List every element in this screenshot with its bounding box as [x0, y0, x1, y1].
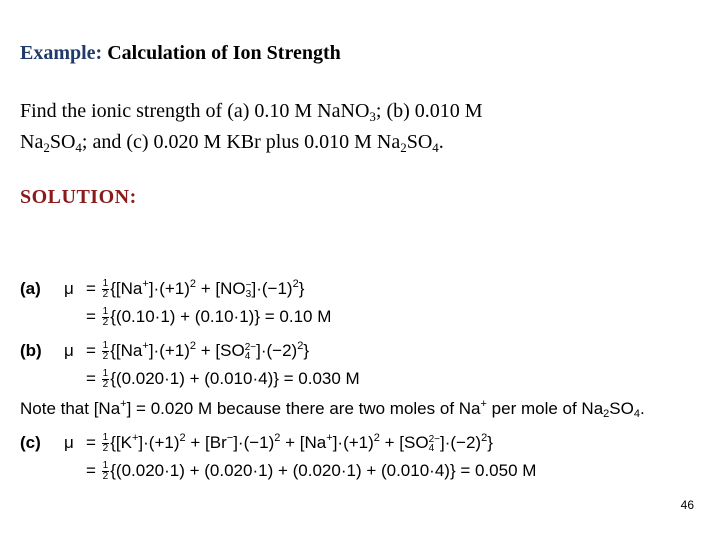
fraction-half: $\frac{1}{2}$	[102, 278, 109, 301]
subscript: 4	[75, 140, 82, 155]
subscript: 3	[369, 109, 376, 124]
part-label: (a)	[20, 279, 41, 298]
subscript: 2	[400, 140, 407, 155]
equals-sign: =	[86, 307, 96, 326]
charge-index: 2− 4	[428, 433, 440, 454]
problem-text: ; (b) 0.010 M	[375, 100, 483, 122]
problem-statement	[20, 96, 710, 158]
charge-index: − 3	[245, 279, 252, 300]
fraction-half: $\frac{1}{2}$	[102, 432, 109, 455]
page-number: 46	[680, 498, 694, 512]
slide-title	[20, 42, 341, 65]
problem-text: ; and (c) 0.020 M KBr plus 0.010 M Na	[81, 131, 401, 153]
equals-sign: =	[86, 279, 96, 298]
solution-label: SOLUTION:	[20, 186, 137, 208]
equation-b-line1: (b) μ = $\frac{1}{2}$ {$[Na^+]\cdot(+1)^2 + [SO$ 2− 4 ]$\cdot(-2)^2$}	[20, 340, 310, 363]
equals-sign: =	[86, 369, 96, 388]
equation-a-line2: = $\frac{1}{2}$ {(0.10·1) + (0.10·1)} = 0.10 M	[86, 306, 332, 329]
equation-c-line1: (c) μ = $\frac{1}{2}$ {$[K^+]\cdot(+1)^2 + [Br^-]\cdot(-1)^2 + [Na^+]\cdot(+1)^2 + [SO$ 2− 4 ]$\cdot(-2)^2$}	[20, 432, 493, 455]
fraction-half: $\frac{1}{2}$	[102, 460, 109, 483]
equation-b-line2: = $\frac{1}{2}$ {(0.020·1) + (0.010·4)} = 0.030 M	[86, 368, 360, 391]
equation-a-line1: (a) μ = $\frac{1}{2}$ {$[Na^+]\cdot(+1)^2 + [NO$ − 3 ]$\cdot(-1)^2$}	[20, 278, 305, 301]
problem-text: Na	[20, 131, 44, 153]
equals-sign: =	[86, 461, 96, 480]
problem-text: SO	[406, 131, 433, 153]
part-label: (c)	[20, 433, 41, 452]
charge-index: 2− 4	[244, 341, 257, 362]
problem-text: Find the ionic strength of (a) 0.10 M Na	[20, 100, 341, 122]
mu-symbol: μ	[64, 279, 74, 298]
fraction-half: $\frac{1}{2}$	[102, 306, 109, 329]
mu-symbol: μ	[64, 341, 74, 360]
mu-symbol: μ	[64, 433, 74, 452]
title-prefix: Example:	[20, 42, 103, 64]
equals-sign: =	[86, 341, 96, 360]
part-label: (b)	[20, 341, 42, 360]
equation-c-line2: = $\frac{1}{2}$ {(0.020·1) + (0.020·1) + (0.020·1) + (0.010·4)} = 0.050 M	[86, 460, 537, 483]
note-line: Note that [Na+] = 0.020 M because there are two moles of Na+ per mole of $Na_2SO_4$.	[20, 398, 645, 420]
subscript: 4	[432, 140, 439, 155]
problem-text: NO	[340, 100, 370, 122]
title-rest: Calculation of Ion Strength	[102, 42, 341, 64]
problem-text: SO	[49, 131, 76, 153]
fraction-half: $\frac{1}{2}$	[102, 368, 109, 391]
problem-text: .	[438, 131, 444, 153]
equals-sign: =	[86, 433, 96, 452]
fraction-half: $\frac{1}{2}$	[102, 340, 109, 363]
subscript: 2	[43, 140, 50, 155]
